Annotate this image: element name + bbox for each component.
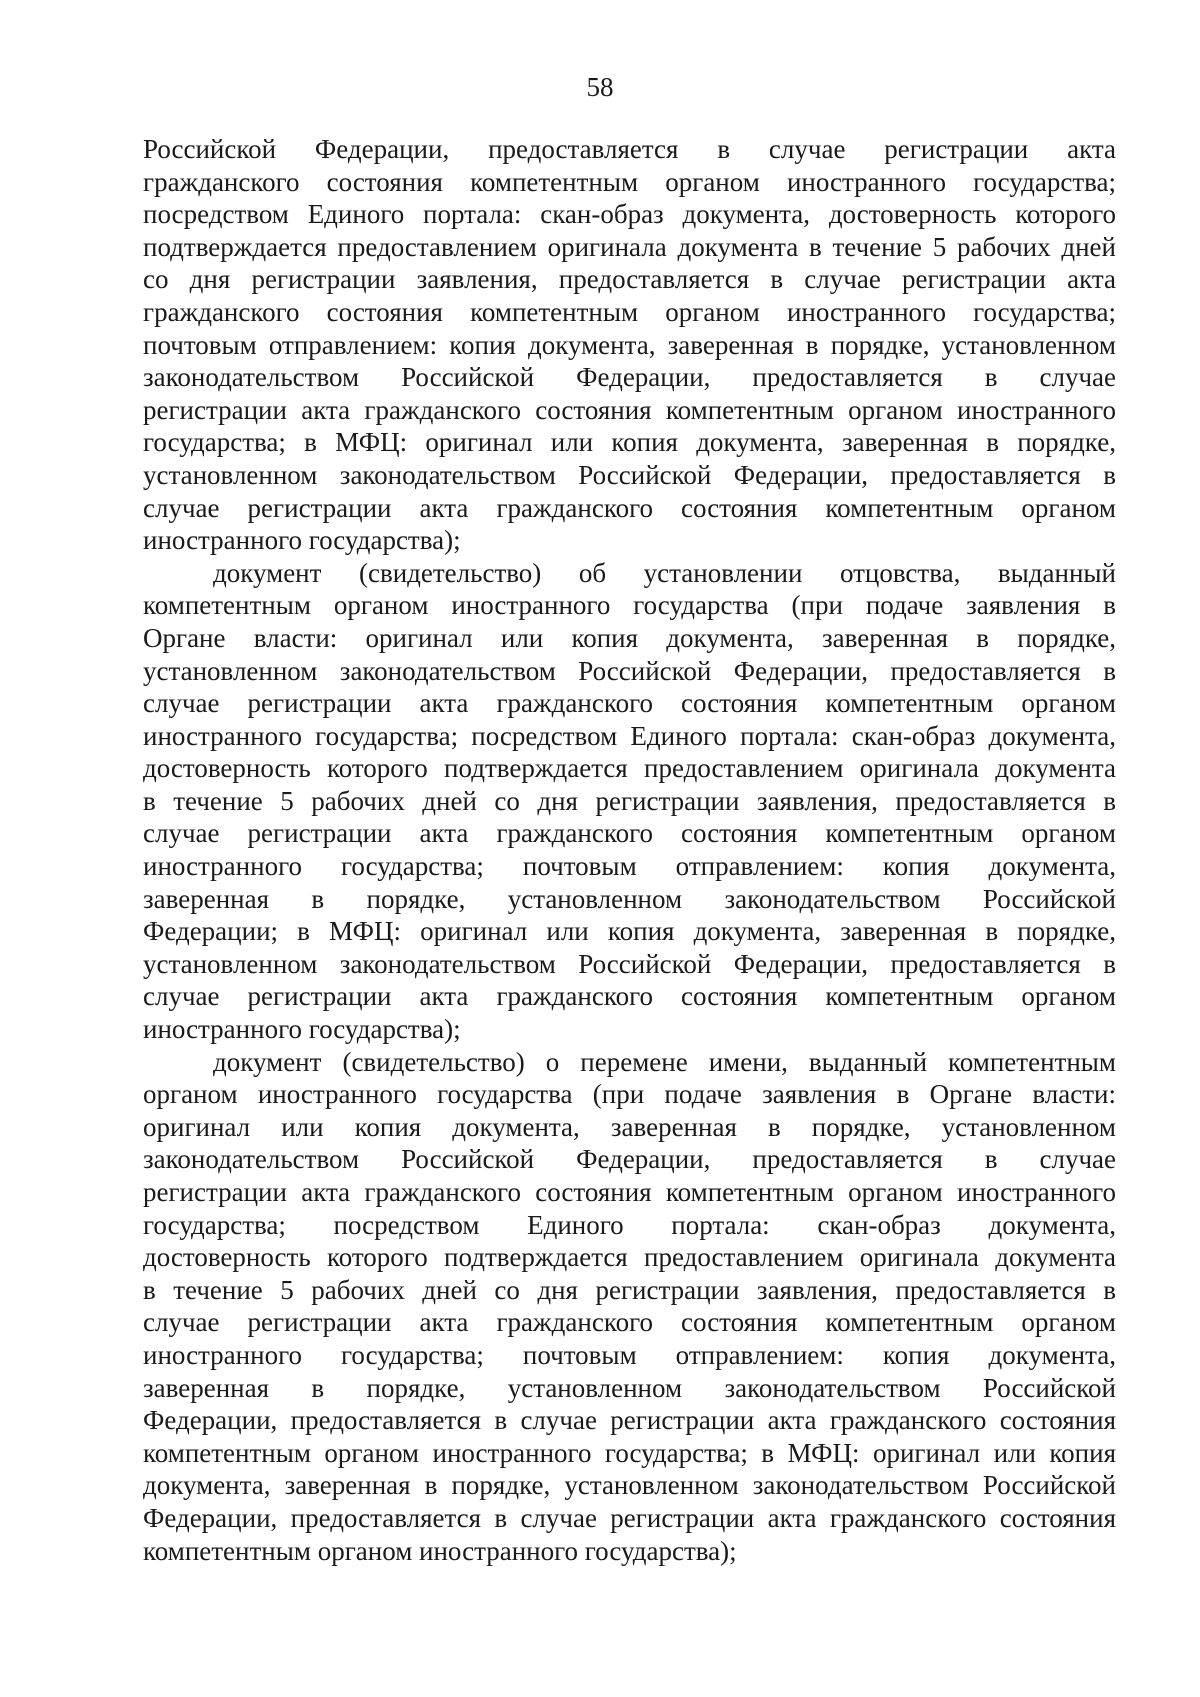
text-line: почтовым отправлением: копия документа, заверенная в порядке, установленном [143, 329, 1116, 360]
text-line: достоверность которого подтверждается предоставлением оригинала документа [143, 1242, 1116, 1273]
text-line: Российской Федерации, предоставляется в случае регистрации акта [143, 134, 1116, 164]
text-line: Федерации; в МФЦ: оригинал или копия документа, заверенная в порядке, [143, 916, 1116, 947]
text-line: иностранного государства; почтовым отправлением: копия документа, [143, 1339, 1116, 1370]
paragraph [143, 133, 1116, 557]
text-line: компетентным органом иностранного государства (при подаче заявления в [143, 590, 1116, 621]
text-line: регистрации акта гражданского состояния компетентным органом иностранного [143, 394, 1116, 425]
text-line: Федерации, предоставляется в случае регистрации акта гражданского состояния [143, 1405, 1116, 1436]
document-body [143, 133, 1116, 1567]
text-line: случае регистрации акта гражданского состояния компетентным органом [143, 818, 1116, 849]
text-line: иностранного государства; посредством Единого портала: скан-образ документа, [143, 720, 1116, 751]
paragraph [143, 557, 1116, 1046]
text-line: компетентным органом иностранного государства; в МФЦ: оригинал или копия [143, 1437, 1116, 1468]
text-line: гражданского состояния компетентным органом иностранного государства; [143, 296, 1116, 327]
paragraph [143, 1046, 1116, 1568]
text-line: гражданского состояния компетентным органом иностранного государства; [143, 166, 1116, 197]
text-line: Органе власти: оригинал или копия документа, заверенная в порядке, [143, 622, 1116, 653]
text-line: установленном законодательством Российской Федерации, предоставляется в [143, 655, 1116, 686]
text-line: подтверждается предоставлением оригинала документа в течение 5 рабочих дней [143, 231, 1116, 262]
text-line: документ (свидетельство) об установлении отцовства, выданный [213, 557, 1116, 588]
text-line: государства; в МФЦ: оригинал или копия документа, заверенная в порядке, [143, 427, 1116, 458]
text-line: регистрации акта гражданского состояния компетентным органом иностранного [143, 1177, 1116, 1207]
text-line: государства; посредством Единого портала: скан-образ документа, [143, 1209, 1116, 1240]
text-line: в течение 5 рабочих дней со дня регистрации заявления, предоставляется в [143, 785, 1116, 816]
text-line: иностранного государства); [143, 525, 461, 556]
text-line: случае регистрации акта гражданского состояния компетентным органом [143, 1307, 1116, 1338]
text-line: посредством Единого портала: скан-образ документа, достоверность которого [143, 199, 1116, 230]
text-line: законодательством Российской Федерации, предоставляется в случае [143, 362, 1116, 393]
text-line: достоверность которого подтверждается предоставлением оригинала документа [143, 753, 1116, 784]
text-line: органом иностранного государства (при подаче заявления в Органе власти: [143, 1079, 1116, 1110]
text-line: компетентным органом иностранного государства); [143, 1535, 737, 1566]
text-line: случае регистрации акта гражданского состояния компетентным органом [143, 981, 1116, 1012]
text-line: оригинал или копия документа, заверенная в порядке, установленном [143, 1111, 1116, 1142]
text-line: установленном законодательством Российской Федерации, предоставляется в [143, 948, 1116, 979]
text-line: случае регистрации акта гражданского состояния компетентным органом [143, 492, 1116, 523]
text-line: документа, заверенная в порядке, установленном законодательством Российской [143, 1470, 1116, 1501]
text-line: заверенная в порядке, установленном законодательством Российской [143, 1372, 1116, 1403]
text-line: со дня регистрации заявления, предоставляется в случае регистрации акта [143, 264, 1116, 295]
text-line: Федерации, предоставляется в случае регистрации акта гражданского состояния [143, 1502, 1116, 1533]
text-line: документ (свидетельство) о перемене имени, выданный компетентным [213, 1046, 1116, 1077]
text-line: иностранного государства); [143, 1014, 461, 1045]
text-line: установленном законодательством Российской Федерации, предоставляется в [143, 459, 1116, 490]
text-line: заверенная в порядке, установленном законодательством Российской [143, 883, 1116, 914]
text-line: иностранного государства; почтовым отправлением: копия документа, [143, 851, 1116, 882]
text-line: случае регистрации акта гражданского состояния компетентным органом [143, 688, 1116, 719]
text-line: в течение 5 рабочих дней со дня регистрации заявления, предоставляется в [143, 1274, 1116, 1305]
text-line: законодательством Российской Федерации, предоставляется в случае [143, 1144, 1116, 1175]
page-number: 58 [586, 72, 614, 102]
